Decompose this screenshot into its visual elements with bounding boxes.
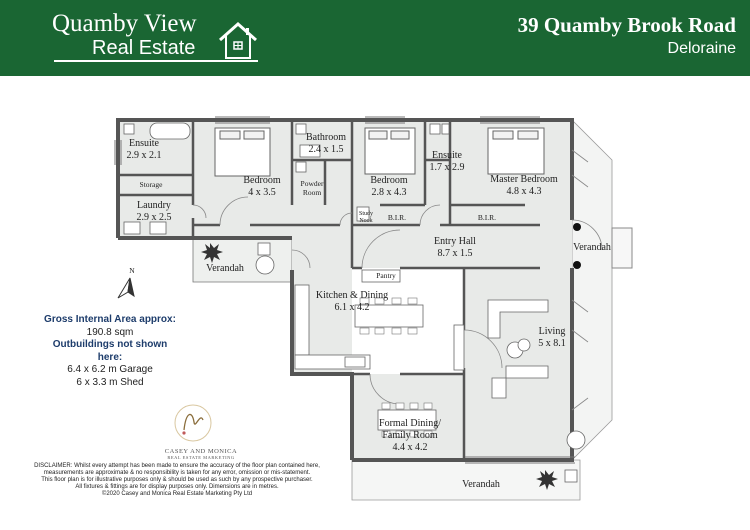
room-bedroom-2: Bedroom 2.8 x 4.3 bbox=[370, 175, 408, 198]
outbuildings-title: Outbuildings not shown here: bbox=[52, 339, 168, 363]
agent-tagline: REAL ESTATE MARKETING bbox=[167, 455, 235, 460]
room-master-bedroom: Master Bedroom 4.8 x 4.3 bbox=[490, 174, 558, 197]
room-storage: Storage bbox=[139, 180, 163, 189]
compass-label: N bbox=[129, 266, 135, 275]
room-ensuite-2: Ensuite 1.7 x 2.9 bbox=[429, 150, 465, 173]
area-info bbox=[40, 314, 180, 389]
room-formal-dining: Formal Dining/ Family Room 4.4 x 4.2 bbox=[379, 418, 441, 453]
living-floor bbox=[464, 268, 572, 460]
verandah-east-floor bbox=[572, 120, 612, 460]
disclaimer-line: measurements are approximate & no responsibility is taken for any error, omission or mis-statement. bbox=[43, 470, 311, 476]
room-bathroom: Bathroom 2.4 x 1.5 bbox=[306, 132, 346, 155]
room-ensuite-1: Ensuite 2.9 x 2.1 bbox=[126, 138, 162, 161]
brand-name: Quamby View bbox=[52, 10, 197, 37]
disclaimer bbox=[22, 463, 332, 498]
outbuilding-garage: 6.4 x 6.2 m Garage bbox=[67, 364, 153, 375]
disclaimer-line: DISCLAIMER: Whilst every attempt has been made to ensure the accuracy of the floor plan contained here, bbox=[34, 463, 320, 469]
disclaimer-line: This floor plan is for illustrative purposes only & should be used as such by any prospective purchaser. bbox=[41, 477, 313, 483]
room-laundry: Laundry 2.9 x 2.5 bbox=[136, 200, 172, 223]
room-kitchen-dining: Kitchen & Dining 6.1 x 4.2 bbox=[315, 290, 389, 313]
room-entry-hall: Entry Hall 8.7 x 1.5 bbox=[434, 236, 476, 259]
room-verandah-south: Verandah bbox=[462, 479, 500, 490]
disclaimer-line: All fixtures & fittings are for display purposes only. Dimensions are in metres. bbox=[75, 484, 279, 490]
room-bedroom-1: Bedroom 4 x 3.5 bbox=[243, 175, 281, 198]
property-suburb: Deloraine bbox=[667, 40, 736, 57]
room-pantry: Pantry bbox=[376, 271, 396, 280]
verandah-west-floor bbox=[193, 238, 292, 282]
area-title: Gross Internal Area approx: bbox=[44, 314, 176, 325]
room-study-nook: Study Nook bbox=[358, 211, 374, 224]
room-living: Living 5 x 8.1 bbox=[538, 326, 566, 349]
area-value: 190.8 sqm bbox=[86, 326, 134, 338]
room-verandah-east: Verandah bbox=[573, 242, 611, 253]
disclaimer-line: ©2020 Casey and Monica Real Estate Marketing Pty Ltd bbox=[101, 491, 253, 497]
room-powder: Powder Room bbox=[300, 179, 324, 197]
agent-branding bbox=[146, 448, 256, 460]
room-bir-1: B.I.R. bbox=[387, 213, 407, 222]
room-verandah-west: Verandah bbox=[206, 263, 244, 274]
room-bir-2: B.I.R. bbox=[477, 213, 497, 222]
compass-north-arrow bbox=[118, 278, 134, 298]
agent-logo-icon bbox=[170, 400, 216, 446]
porch-step bbox=[612, 228, 632, 268]
agent-name: CASEY AND MONICA bbox=[164, 448, 238, 455]
outbuilding-shed: 6 x 3.3 m Shed bbox=[76, 376, 144, 388]
brand-subtitle: Real Estate bbox=[92, 37, 196, 59]
property-address: 39 Quamby Brook Road bbox=[517, 13, 736, 37]
